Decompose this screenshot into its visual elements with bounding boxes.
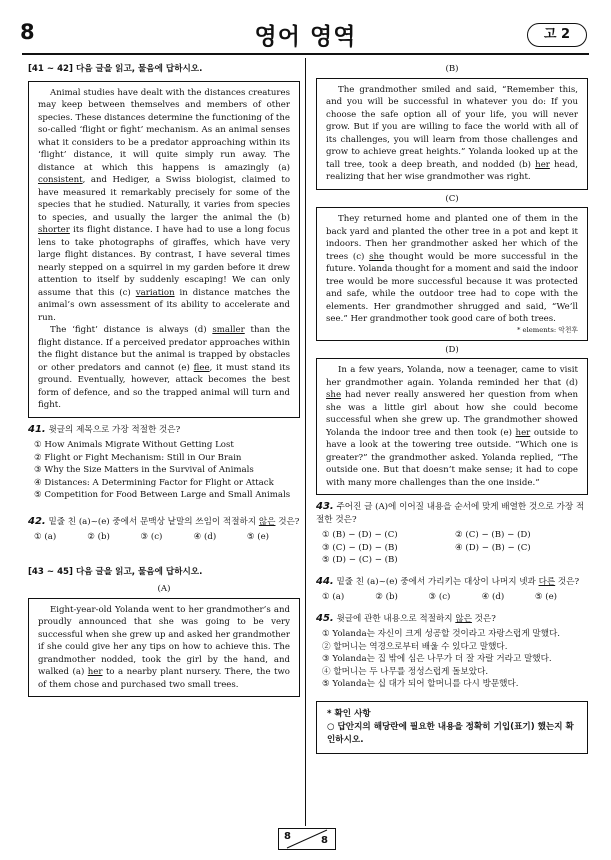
page-title: 영어 영역: [254, 24, 357, 50]
option[interactable]: ① Yolanda는 자신이 크게 성공할 것이라고 자랑스럽게 말했다.: [322, 629, 561, 639]
underlined-word-c: variation: [135, 287, 175, 298]
option[interactable]: ② (b): [375, 592, 398, 602]
question-stem: 주어진 글 (A)에 이어질 내용을 순서에 맞게 배열한 것으로 가장 적절한 것은?: [316, 502, 585, 525]
emphasis-underline: 않은: [455, 613, 472, 624]
left-column: [28, 63, 300, 697]
question-45: 45. 윗글에 관한 내용으로 적절하지 않은 것은? ① Yolanda는 자신이 크게 성공할 것이라고 자랑스럽게 말했다. ② 할머니는 역경으로부터 배울 수 있다고 말했다. ③ Yolanda는 집 밖에 심은 나무가 더 잘 자랄 거라고 말했다. ④ 할머니는 두 나무를 정성스럽게 돌보았다. ⑤ Yolanda는 십 대가 되어 할머니를 다시 방문했다.: [316, 613, 588, 691]
current-page: 8: [284, 831, 291, 842]
underlined-word-a: consistent: [38, 175, 83, 185]
underlined-word-d: smaller: [212, 325, 245, 335]
passage-label-a: (A): [157, 584, 171, 594]
option[interactable]: ① (B) − (D) − (C): [322, 530, 398, 540]
option[interactable]: ② 할머니는 역경으로부터 배울 수 있다고 말했다.: [322, 641, 508, 652]
option[interactable]: ② (C) − (B) − (D): [455, 530, 531, 540]
option[interactable]: ⑤ (e): [246, 532, 270, 542]
question-stem: 윗글의 제목으로 가장 적절한 것은?: [48, 424, 181, 435]
question-number: 43.: [316, 501, 334, 512]
page-number: 8: [20, 20, 35, 44]
underlined-word-b: shorter: [38, 225, 70, 235]
passage-paragraph: Animal studies have dealt with the distances creatures may keep between themselves and members of other species. These distances determine the functioning of the so-called ‘flight or fight’ mechanism. As an animal senses what it considers to be a predator approaching within its ‘flight’ distance, it will quite simply run away. The distance at which this happens is amazingly (a) consistent, and Hediger, a Swiss biologist, claimed to have measured it remarkably precisely for some of the species that he studied. Naturally, it varies from species to species, and usually the larger the animal the (b) shorter its flight distance. I have had to use a long focus lens to take photographs of giraffes, which have very large flight distances. By contrast, I have several times nearly stepped on a squirrel in my garden before it drew attention to itself by suddenly escaping! We can only assume that this (c) variation in distance matches the animal’s own assessment of its ability to accelerate and run.: [38, 87, 290, 323]
passage-label-d: (D): [445, 344, 459, 355]
option[interactable]: ④ (D) − (B) − (C): [455, 542, 531, 553]
option[interactable]: ② (b): [87, 532, 110, 542]
option[interactable]: ③ (C) − (D) − (B): [322, 542, 398, 553]
question-number: 45.: [316, 612, 334, 624]
column-divider: [305, 58, 306, 826]
question-44: 44. 밑줄 친 (a)~(e) 중에서 가리키는 대상이 나머지 넷과 다른 것은? ① (a) ② (b) ③ (c) ④ (d) ⑤ (e): [316, 576, 588, 604]
section-heading-43-45: [43 ~ 45] 다음 글을 읽고, 물음에 답하시오.: [28, 566, 203, 577]
question-number: 44.: [316, 575, 334, 587]
check-title: * 확인 사항: [327, 708, 371, 719]
question-42: 42. 밑줄 친 (a)~(e) 중에서 문맥상 낱말의 쓰임이 적절하지 않은 것은? ① (a) ② (b) ③ (c) ④ (d) ⑤ (e): [28, 515, 300, 542]
section-heading-41-42: [41 ~ 42] 다음 글을 읽고, 물음에 답하시오.: [28, 64, 203, 74]
underlined-word-c: she: [369, 251, 385, 262]
passage-41-42: [28, 81, 300, 418]
option[interactable]: ① (a): [322, 592, 345, 602]
option[interactable]: ③ Why the Size Matters in the Survival of Animals: [34, 465, 254, 475]
header-rule: [22, 53, 589, 55]
passage-d: In a few years, Yolanda, now a teenager, came to visit her grandmother again. Yolanda reminded her that (d) she had never really answered her question from when she was a little girl about how she could become successful when she grew up. The grandmother showed Yolanda the indoor tree and then took (e) her outside to have a look at the towering tree outside. “Which one is greater?” the grandmother asked. Yolanda replied, “The outside one. But that doesn’t make sense; it had to cope with many more challenges than the one inside.”: [316, 358, 588, 495]
footnote: * elements: 악천후: [517, 325, 578, 334]
option[interactable]: ④ (d): [481, 592, 505, 602]
option[interactable]: ③ (c): [140, 532, 163, 542]
passage-a: Eight-year-old Yolanda went to her grandmother’s and proudly announced that she was going to be very successful when she grew up and asked her grandmother if she could give her any tips on how to achieve this. The grandmother nodded, took the girl by the hand, and walked (a) her to a nearby plant nursery. There, the two of them chose and purchased two small trees.: [28, 598, 300, 698]
underlined-word-a: her: [87, 667, 103, 677]
option[interactable]: ④ (d): [193, 532, 217, 542]
underlined-word-e: her: [515, 427, 531, 438]
underlined-word-d: she: [326, 390, 342, 400]
right-column: [316, 63, 588, 754]
emphasis-underline: 다른: [538, 576, 556, 587]
question-number: 41.: [28, 423, 46, 435]
grade-badge: 고 2: [527, 23, 587, 47]
page-indicator: [278, 828, 336, 850]
option[interactable]: ⑤ Yolanda는 십 대가 되어 할머니를 다시 방문했다.: [322, 679, 519, 689]
option[interactable]: ③ Yolanda는 집 밖에 심은 나무가 더 잘 자랄 거라고 말했다.: [322, 654, 552, 664]
emphasis-underline: 않은: [258, 516, 276, 527]
passage-label-b: (B): [445, 64, 459, 74]
option[interactable]: ⑤ (D) − (C) − (B): [322, 555, 398, 565]
underlined-word-b: her: [535, 159, 550, 170]
passage-b: The grandmother smiled and said, “Remember this, and you will be successful in whatever you do: If you choose the safe option all of your life, you will never grow. But if you are willing to face the world with all of its challenges, you will learn from those challenges and grow to achieve great heights.” Yolanda looked up at the tall tree, took a deep breath, and nodded (b) her head, realizing that her wise grandmother was right.: [316, 78, 588, 190]
check-body: ○ 답안지의 해당란에 필요한 내용을 정확히 기입(표기) 했는지 확인하시오.: [327, 721, 574, 745]
option[interactable]: ④ Distances: A Determining Factor for Flight or Attack: [34, 477, 274, 488]
option[interactable]: ⑤ Competition for Food Between Large and Small Animals: [34, 490, 291, 500]
option[interactable]: ② Flight or Fight Mechanism: Still in Our Brain: [34, 452, 242, 463]
total-pages: 8: [321, 835, 328, 846]
option[interactable]: ⑤ (e): [534, 592, 558, 602]
option[interactable]: ① (a): [34, 532, 57, 542]
passage-paragraph: The ‘fight’ distance is always (d) smaller than the flight distance. If a perceived predator approaches within the flight distance but the animal is trapped by obstacles or other predators and cannot (e) flee, it must stand its ground. Eventually, however, attack becomes the best form of defence, and so the trapped animal will turn and fight.: [38, 325, 291, 410]
option[interactable]: ① How Animals Migrate Without Getting Lost: [34, 440, 234, 450]
option[interactable]: ③ (c): [428, 592, 451, 602]
question-number: 42.: [28, 515, 46, 527]
passage-label-c: (C): [445, 193, 459, 204]
option[interactable]: ④ 할머니는 두 나무를 정성스럽게 돌보았다.: [322, 666, 489, 677]
question-41: [28, 424, 300, 502]
question-43: [316, 501, 588, 567]
passage-c: They returned home and planted one of them in the back yard and planted the other tree in a pot and kept it indoors. Then her grandmother asked her which of the trees (c) she thought would be more successful in the future. Yolanda thought for a moment and said the indoor tree would be more successful because it was protected and safe, while the outdoor tree had to cope with the elements. Her grandmother shrugged and said, “We’ll see.” Her grandmother took good care of both trees. * elements: 악천후: [316, 207, 588, 341]
check-notice-box: [316, 701, 588, 754]
underlined-word-e: flee: [193, 362, 210, 373]
